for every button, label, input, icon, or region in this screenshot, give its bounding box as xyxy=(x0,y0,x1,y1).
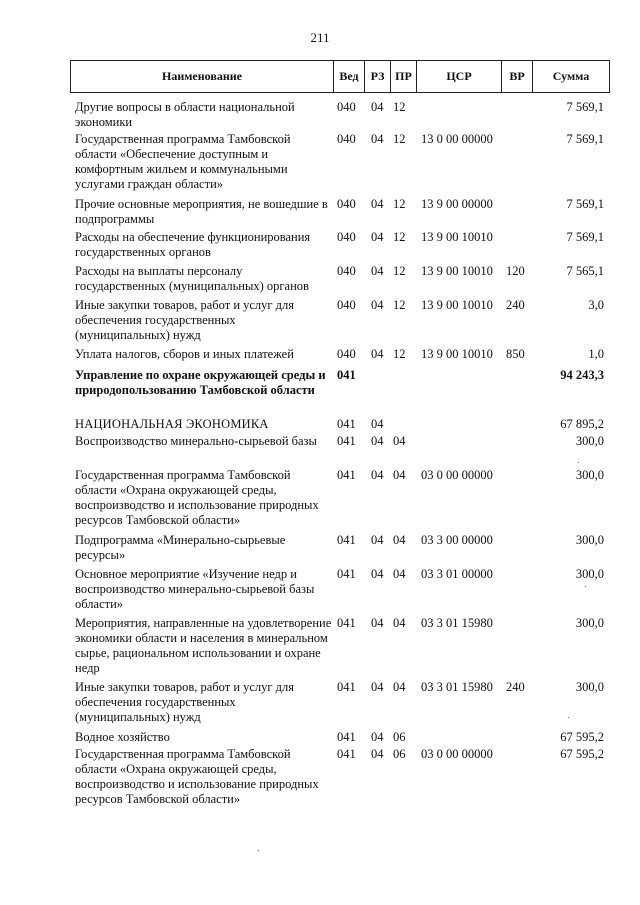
row-pr: 06 xyxy=(393,747,406,761)
row-sum: 67 595,2 xyxy=(560,747,604,761)
row-ved: 040 xyxy=(337,197,356,211)
row-sum: 7 569,1 xyxy=(566,132,604,146)
row-name: Расходы на выплаты персоналу государственных (муниципальных) органов xyxy=(75,264,309,293)
scan-speck xyxy=(578,462,579,463)
row-sum: 67 895,2 xyxy=(560,417,604,431)
row-sum: 67 595,2 xyxy=(560,730,604,744)
column-header-ved: Вед xyxy=(333,61,364,92)
row-name: Уплата налогов, сборов и иных платежей xyxy=(75,347,294,361)
row-sum: 7 569,1 xyxy=(566,197,604,211)
row-csr: 03 3 01 15980 xyxy=(421,616,493,630)
row-ved: 041 xyxy=(337,747,356,761)
page-number: 211 xyxy=(310,30,330,45)
row-ved: 041 xyxy=(337,616,356,630)
row-ved: 041 xyxy=(337,417,356,431)
row-name: Основное мероприятие «Изучение недр и воспроизводство минерально-сырьевой базы области» xyxy=(75,567,315,611)
row-ved: 040 xyxy=(337,132,356,146)
row-name: Иные закупки товаров, работ и услуг для обеспечения государственных (муниципальных) нужд xyxy=(75,680,295,724)
row-ved: 041 xyxy=(337,533,356,547)
row-vr: 240 xyxy=(506,680,525,694)
column-header-vr: ВР xyxy=(501,61,532,92)
row-ved: 041 xyxy=(337,730,356,744)
row-rz: 04 xyxy=(371,730,384,744)
row-name: НАЦИОНАЛЬНАЯ ЭКОНОМИКА xyxy=(75,417,269,431)
row-rz: 04 xyxy=(371,680,384,694)
row-ved: 041 xyxy=(337,368,356,382)
row-pr: 12 xyxy=(393,197,406,211)
row-pr: 12 xyxy=(393,298,406,312)
row-ved: 040 xyxy=(337,230,356,244)
row-csr: 03 0 00 00000 xyxy=(421,468,493,482)
scan-speck xyxy=(258,850,259,851)
row-csr: 03 3 01 00000 xyxy=(421,567,493,581)
row-ved: 041 xyxy=(337,567,356,581)
row-csr: 13 9 00 00000 xyxy=(421,197,493,211)
column-header-pr: ПР xyxy=(390,61,416,92)
row-rz: 04 xyxy=(371,616,384,630)
row-pr: 12 xyxy=(393,264,406,278)
column-header-csr: ЦСР xyxy=(416,61,501,92)
row-rz: 04 xyxy=(371,197,384,211)
row-pr: 04 xyxy=(393,567,406,581)
row-rz: 04 xyxy=(371,264,384,278)
row-vr: 120 xyxy=(506,264,525,278)
row-sum: 300,0 xyxy=(575,434,604,448)
row-ved: 040 xyxy=(337,264,356,278)
row-pr: 04 xyxy=(393,468,406,482)
row-name: Государственная программа Тамбовской области «Охрана окружающей среды, воспроизводство и использование природных ресурсов Тамбовской области» xyxy=(75,747,319,806)
row-csr: 03 3 00 00000 xyxy=(421,533,493,547)
row-rz: 04 xyxy=(371,298,384,312)
row-sum: 300,0 xyxy=(575,616,604,630)
row-sum: 300,0 xyxy=(575,533,604,547)
row-pr: 12 xyxy=(393,347,406,361)
row-csr: 13 0 00 00000 xyxy=(421,132,493,146)
column-header-rz: РЗ xyxy=(364,61,390,92)
row-rz: 04 xyxy=(371,533,384,547)
row-rz: 04 xyxy=(371,230,384,244)
row-sum: 300,0 xyxy=(575,468,604,482)
row-pr: 04 xyxy=(393,533,406,547)
row-ved: 041 xyxy=(337,434,356,448)
row-ved: 040 xyxy=(337,347,356,361)
row-pr: 12 xyxy=(393,230,406,244)
row-pr: 04 xyxy=(393,616,406,630)
row-vr: 850 xyxy=(506,347,525,361)
row-rz: 04 xyxy=(371,434,384,448)
row-csr: 13 9 00 10010 xyxy=(421,230,493,244)
column-header-name: Наименование xyxy=(162,69,242,83)
row-rz: 04 xyxy=(371,347,384,361)
row-sum: 7 569,1 xyxy=(566,230,604,244)
row-sum: 94 243,3 xyxy=(560,368,604,382)
row-csr: 03 3 01 15980 xyxy=(421,680,493,694)
row-pr: 12 xyxy=(393,100,406,114)
row-name: Иные закупки товаров, работ и услуг для обеспечения государственных (муниципальных) нужд xyxy=(75,298,295,342)
row-sum: 7 565,1 xyxy=(566,264,604,278)
row-name: Водное хозяйство xyxy=(75,730,170,744)
scan-speck xyxy=(568,717,569,718)
row-name: Управление по охране окружающей среды и природопользованию Тамбовской области xyxy=(75,368,326,397)
row-rz: 04 xyxy=(371,468,384,482)
row-csr: 03 0 00 00000 xyxy=(421,747,493,761)
row-rz: 04 xyxy=(371,132,384,146)
row-sum: 300,0 xyxy=(575,567,604,581)
row-sum: 300,0 xyxy=(575,680,604,694)
row-csr: 13 9 00 10010 xyxy=(421,264,493,278)
row-sum: 3,0 xyxy=(588,298,604,312)
row-ved: 040 xyxy=(337,298,356,312)
row-pr: 04 xyxy=(393,680,406,694)
row-rz: 04 xyxy=(371,100,384,114)
row-pr: 12 xyxy=(393,132,406,146)
row-pr: 06 xyxy=(393,730,406,744)
row-sum: 1,0 xyxy=(588,347,604,361)
row-sum: 7 569,1 xyxy=(566,100,604,114)
row-name: Мероприятия, направленные на удовлетворение экономики области и населения в минеральном сырье, рациональном использовании и охране недр xyxy=(75,616,332,675)
row-rz: 04 xyxy=(371,747,384,761)
row-ved: 041 xyxy=(337,680,356,694)
row-name: Государственная программа Тамбовской области «Охрана окружающей среды, воспроизводство и использование природных ресурсов Тамбовской области» xyxy=(75,468,319,527)
row-csr: 13 9 00 10010 xyxy=(421,298,493,312)
row-csr: 13 9 00 10010 xyxy=(421,347,493,361)
row-vr: 240 xyxy=(506,298,525,312)
scan-speck xyxy=(585,586,586,587)
row-name: Расходы на обеспечение функционирования государственных органов xyxy=(75,230,311,259)
row-rz: 04 xyxy=(371,417,384,431)
row-name: Прочие основные мероприятия, не вошедшие в подпрограммы xyxy=(75,197,328,226)
row-name: Подпрограмма «Минерально-сырьевые ресурсы» xyxy=(75,533,286,562)
column-header-sum: Сумма xyxy=(532,61,609,92)
row-ved: 040 xyxy=(337,100,356,114)
row-ved: 041 xyxy=(337,468,356,482)
row-rz: 04 xyxy=(371,567,384,581)
row-name: Воспроизводство минерально-сырьевой базы xyxy=(75,434,317,448)
row-pr: 04 xyxy=(393,434,406,448)
row-name: Другие вопросы в области национальной экономики xyxy=(75,100,295,129)
row-name: Государственная программа Тамбовской области «Обеспечение доступным и комфортным жильем и коммунальными услугами граждан области» xyxy=(75,132,291,191)
